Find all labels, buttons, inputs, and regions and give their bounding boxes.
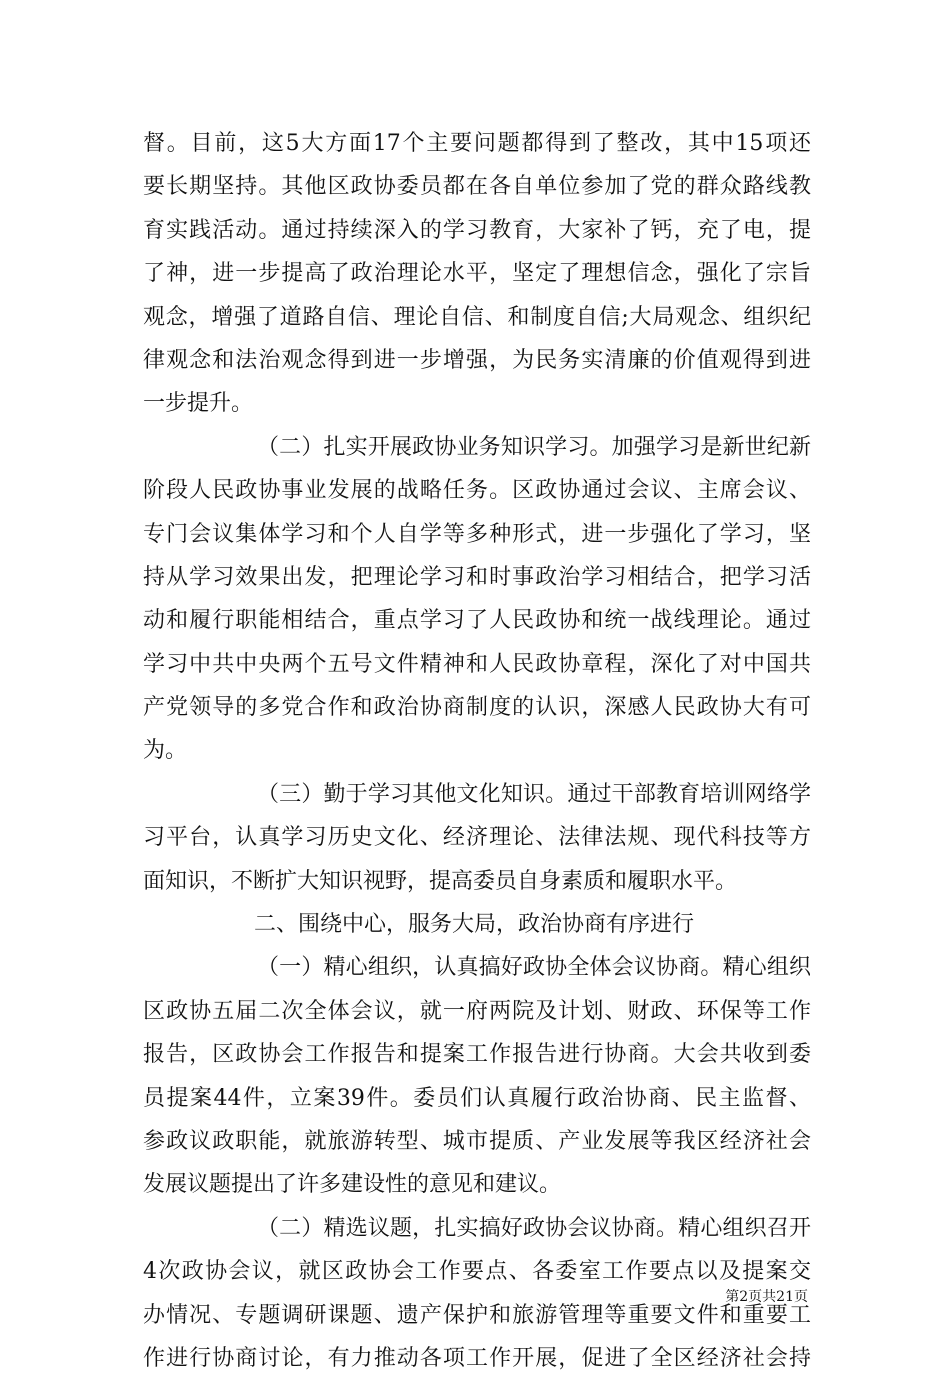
text-line: 育实践活动。通过持续深入的学习教育，大家补了钙，充了电，提 — [143, 217, 811, 243]
text-line: 动和履行职能相结合，重点学习了人民政协和统一战线理论。通过 — [143, 608, 811, 634]
text-line: （二）扎实开展政协业务知识学习。加强学习是新世纪新 — [257, 434, 811, 460]
text-line: 员提案44件，立案39件。委员们认真履行政治协商、民主监督、 — [143, 1085, 811, 1111]
text-line: 阶段人民政协事业发展的战略任务。区政协通过会议、主席会议、 — [143, 478, 811, 504]
section-heading: 二、围绕中心，服务大局，政治协商有序进行 — [254, 912, 695, 938]
text-line: 作进行协商讨论，有力推动各项工作开展，促进了全区经济社会持 — [143, 1345, 811, 1371]
text-line: 发展议题提出了许多建设性的意见和建议。 — [143, 1172, 562, 1198]
text-line: 参政议政职能，就旅游转型、城市提质、产业发展等我区经济社会 — [143, 1128, 811, 1154]
page-number: 第2页共21页 — [725, 1289, 808, 1305]
text-line: 为。 — [143, 738, 188, 764]
text-line: 办情况、专题调研课题、遗产保护和旅游管理等重要文件和重要工 — [143, 1302, 811, 1328]
text-line: 面知识，不断扩大知识视野，提高委员自身素质和履职水平。 — [143, 868, 738, 894]
text-line: 4次政协会议，就区政协会工作要点、各委室工作要点以及提案交 — [143, 1259, 811, 1285]
text-line: （三）勤于学习其他文化知识。通过干部教育培训网络学 — [257, 781, 811, 807]
text-line: 要长期坚持。其他区政协委员都在各自单位参加了党的群众路线教 — [143, 174, 811, 200]
text-line: （二）精选议题，扎实搞好政协会议协商。精心组织召开 — [257, 1215, 811, 1241]
text-line: 观念，增强了道路自信、理论自信、和制度自信;大局观念、组织纪 — [143, 304, 811, 330]
text-line: 督。目前，这5大方面17个主要问题都得到了整改，其中15项还 — [143, 131, 811, 156]
text-line: 专门会议集体学习和个人自学等多种形式，进一步强化了学习，坚 — [143, 521, 811, 547]
document-body — [143, 122, 811, 1380]
text-line: 一步提升。 — [143, 391, 254, 417]
text-line: （一）精心组织，认真搞好政协全体会议协商。精心组织 — [257, 955, 811, 981]
text-line: 了神，进一步提高了政治理论水平，坚定了理想信念，强化了宗旨 — [143, 261, 811, 287]
text-line: 习平台，认真学习历史文化、经济理论、法律法规、现代科技等方 — [143, 825, 811, 851]
text-line: 持从学习效果出发，把理论学习和时事政治学习相结合，把学习活 — [143, 564, 811, 590]
text-line: 产党领导的多党合作和政治协商制度的认识，深感人民政协大有可 — [143, 695, 811, 721]
text-line: 报告，区政协会工作报告和提案工作报告进行协商。大会共收到委 — [143, 1042, 811, 1068]
text-line: 学习中共中央两个五号文件精神和人民政协章程，深化了对中国共 — [143, 651, 811, 677]
text-line: 区政协五届二次全体会议，就一府两院及计划、财政、环保等工作 — [143, 998, 811, 1024]
text-line: 律观念和法治观念得到进一步增强，为民务实清廉的价值观得到进 — [143, 347, 811, 373]
